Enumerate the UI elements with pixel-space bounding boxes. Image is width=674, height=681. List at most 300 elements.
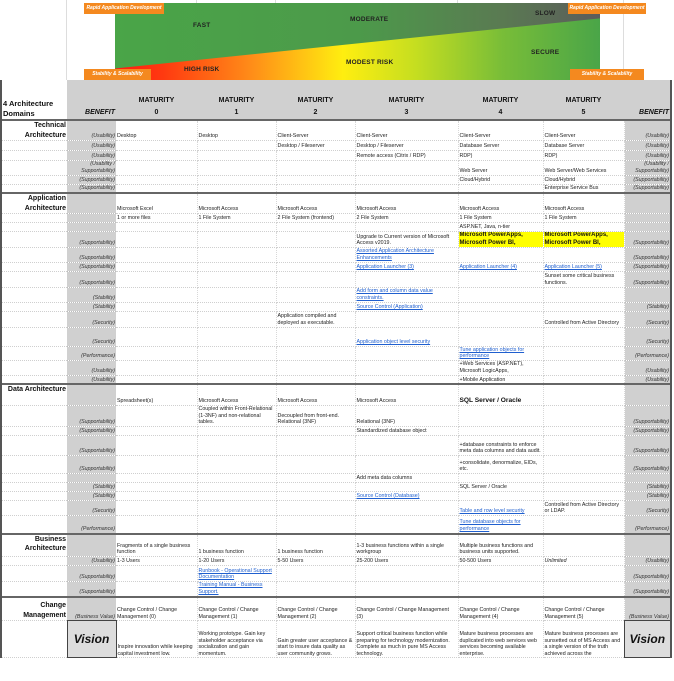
- maturity-2-cell: [276, 232, 355, 248]
- maturity-1-cell: [197, 175, 276, 184]
- maturity-5-cell: [543, 287, 624, 302]
- maturity-3-cell: [355, 193, 458, 214]
- maturity-5-cell: [543, 232, 624, 248]
- maturity-0-cell: [116, 566, 197, 582]
- maturity-4-cell: [458, 161, 543, 176]
- cell-text: Desktop: [117, 133, 137, 140]
- domain-label: [1, 557, 67, 566]
- maturity-1-cell: [197, 483, 276, 492]
- label-moderate: MODERATE: [350, 16, 389, 23]
- benefit-left: [67, 534, 116, 557]
- doc-link[interactable]: Application Launcher (4): [459, 263, 517, 270]
- maturity-0-cell: [116, 361, 197, 376]
- benefit-right: [624, 384, 671, 405]
- maturity-2-cell: [276, 175, 355, 184]
- cell-text: Standardized database object: [356, 428, 427, 435]
- benefit-right: (Supportability): [624, 436, 671, 456]
- business-row: [1, 566, 671, 582]
- maturity-matrix: [0, 80, 672, 658]
- cell-text: Microsoft Access: [356, 398, 397, 405]
- benefit-right: [624, 534, 671, 557]
- maturity-5-cell: [543, 492, 624, 501]
- benefit-left: (Supportability): [67, 456, 116, 474]
- maturity-1-cell: [197, 474, 276, 483]
- maturity-3-cell[interactable]: [355, 287, 458, 302]
- cell-text: Desktop: [198, 133, 218, 140]
- maturity-2-cell: [276, 566, 355, 582]
- maturity-5-cell: [543, 361, 624, 376]
- maturity-4-cell: [458, 405, 543, 426]
- cell-text: Enterprise Service Bus: [544, 185, 599, 192]
- maturity-0-cell: [116, 311, 197, 327]
- benefit-left: (Performance): [67, 516, 116, 534]
- application-row: [1, 361, 671, 376]
- doc-link[interactable]: Application Launcher (5): [544, 263, 602, 270]
- maturity-0-cell: [116, 427, 197, 436]
- maturity-3-cell[interactable]: [355, 302, 458, 311]
- benefit-left: (Supportability): [67, 582, 116, 597]
- maturity-4-header: MATURITY 4: [458, 80, 543, 120]
- domain-label: [1, 582, 67, 597]
- cell-text: Desktop / Fileserver: [356, 143, 404, 150]
- maturity-0-header: MATURITY 0: [116, 80, 197, 120]
- domain-label: [1, 141, 67, 151]
- benefit-left: (Usability): [67, 557, 116, 566]
- cell-text: Microsoft Access: [459, 206, 500, 213]
- maturity-3-cell[interactable]: [355, 327, 458, 346]
- cell-text: +Web Services (ASP.NET), Microsoft LogicApps,: [459, 361, 524, 375]
- maturity-3-header: MATURITY 3: [355, 80, 458, 120]
- benefit-right: (Supportability): [624, 582, 671, 597]
- cell-text: +database constraints to enforce meta data columns and data audit.: [459, 441, 541, 455]
- cell-text: 1 business function: [198, 549, 244, 556]
- benefit-right: [624, 214, 671, 223]
- maturity-0-cell: [116, 516, 197, 534]
- domain-label: [1, 327, 67, 346]
- maturity-4-cell[interactable]: [458, 262, 543, 271]
- maturity-4-cell: [458, 141, 543, 151]
- domain-label: [1, 346, 67, 361]
- data_arch-row: [1, 427, 671, 436]
- benefit-left: (Security): [67, 311, 116, 327]
- maturity-5-cell: [543, 427, 624, 436]
- benefit-left: (Supportability): [67, 184, 116, 193]
- doc-link[interactable]: Table and row level security: [459, 508, 525, 515]
- business-row: [1, 557, 671, 566]
- maturity-3-cell: [355, 214, 458, 223]
- maturity-1-cell: [197, 248, 276, 263]
- maturity-4-cell[interactable]: [458, 346, 543, 361]
- maturity-3-cell[interactable]: [355, 492, 458, 501]
- maturity-1-cell: [197, 405, 276, 426]
- maturity-2-cell: [276, 141, 355, 151]
- maturity-5-cell: [543, 327, 624, 346]
- benefit-left: (Supportability): [67, 175, 116, 184]
- data_arch-row: [1, 516, 671, 534]
- maturity-0-cell: [116, 184, 197, 193]
- cell-text: 1 File System: [459, 215, 492, 222]
- application-row: [1, 287, 671, 302]
- vision-2-cell: Gain greater user acceptance & start to insure data quality as user community grows.: [276, 621, 355, 658]
- maturity-1-cell: Change Control / Change Management (1): [197, 597, 276, 621]
- maturity-4-cell: [458, 248, 543, 263]
- tag-rad-right: Rapid Application Development: [568, 3, 646, 14]
- doc-link[interactable]: Training Manual - Business Support.: [198, 582, 263, 596]
- doc-link[interactable]: Add form and column data value constraints.: [356, 288, 433, 301]
- maturity-5-cell: [543, 384, 624, 405]
- cell-text: 5-50 Users: [277, 558, 304, 565]
- domain-label: [1, 405, 67, 426]
- benefit-left: (Stability): [67, 483, 116, 492]
- benefit-right: [624, 223, 671, 232]
- domain-label: [1, 214, 67, 223]
- benefit-right: (Stability): [624, 302, 671, 311]
- maturity-4-cell[interactable]: [458, 516, 543, 534]
- vision-label-right: Vision: [624, 621, 671, 658]
- cell-text: RDP): [459, 153, 473, 160]
- maturity-1-cell: [197, 375, 276, 384]
- cell-text: Client-Server: [356, 133, 388, 140]
- tag-rad-left: Rapid Application Development: [84, 3, 164, 14]
- maturity-3-cell: [355, 384, 458, 405]
- maturity-2-cell: [276, 120, 355, 141]
- maturity-5-cell: [543, 248, 624, 263]
- maturity-5-cell: [543, 214, 624, 223]
- maturity-2-cell: [276, 262, 355, 271]
- cell-text: Coupled within Front-Relational (1-3NF) and non-relational tables.: [198, 405, 273, 426]
- maturity-3-cell: [355, 184, 458, 193]
- cell-text: Fragments of a single business function: [117, 542, 191, 556]
- maturity-0-cell: [116, 175, 197, 184]
- domain-label: Data Architecture: [1, 384, 67, 405]
- maturity-0-cell: [116, 161, 197, 176]
- vision-0-cell: Inspire innovation while keeping capital investment low.: [116, 621, 197, 658]
- data_arch-row: [1, 456, 671, 474]
- maturity-1-cell: [197, 287, 276, 302]
- domain-label: [1, 287, 67, 302]
- technical-row: [1, 175, 671, 184]
- vision-1-cell: Working prototype. Gain key stakeholder acceptance via socialization and gain momentum.: [197, 621, 276, 658]
- doc-link[interactable]: Source Control (Database): [356, 493, 420, 500]
- maturity-1-cell: [197, 151, 276, 161]
- maturity-0-cell: [116, 271, 197, 287]
- domain-label: [1, 492, 67, 501]
- cell-text: 2 File System (frontend): [277, 215, 335, 222]
- cell-text: 25-200 Users: [356, 558, 389, 565]
- maturity-1-cell: [197, 271, 276, 287]
- cell-text: Microsoft PowerApps, Microsoft Power BI,: [459, 232, 523, 246]
- maturity-2-cell: [276, 501, 355, 516]
- maturity-4-cell: [458, 214, 543, 223]
- maturity-2-cell: [276, 151, 355, 161]
- maturity-0-cell: [116, 232, 197, 248]
- benefit-left: (Usability): [67, 375, 116, 384]
- domain-label: [1, 248, 67, 263]
- maturity-4-cell: [458, 151, 543, 161]
- benefit-left: (Supportability): [67, 566, 116, 582]
- benefit-left: (Security): [67, 327, 116, 346]
- maturity-1-cell: [197, 361, 276, 376]
- maturity-0-cell: [116, 375, 197, 384]
- domain-label: [1, 474, 67, 483]
- maturity-4-cell: [458, 456, 543, 474]
- domain-label: [1, 375, 67, 384]
- cell-text: Microsoft Access: [356, 206, 397, 213]
- benefit-left: (Usability): [67, 120, 116, 141]
- benefit-right: (Usability / Supportability): [624, 161, 671, 176]
- maturity-5-cell: [543, 302, 624, 311]
- maturity-banner: [0, 0, 674, 80]
- domain-label: [1, 427, 67, 436]
- cell-text: 1 File System: [198, 215, 231, 222]
- benefit-left: [67, 474, 116, 483]
- maturity-0-cell: [116, 582, 197, 597]
- maturity-4-cell: [458, 193, 543, 214]
- domain-label: [1, 223, 67, 232]
- maturity-4-cell: Change Control / Change Management (4): [458, 597, 543, 621]
- domain-label: [1, 456, 67, 474]
- application-row: [1, 327, 671, 346]
- doc-link[interactable]: Tune application objects for performance: [459, 346, 525, 360]
- benefit-right: (Supportability): [624, 248, 671, 263]
- maturity-3-cell: [355, 271, 458, 287]
- maturity-5-cell: [543, 436, 624, 456]
- cell-text: Microsoft Access: [544, 206, 585, 213]
- maturity-5-cell: [543, 175, 624, 184]
- benefit-left: (Stability): [67, 287, 116, 302]
- benefit-right: [624, 287, 671, 302]
- maturity-5-cell: [543, 375, 624, 384]
- maturity-3-cell[interactable]: [355, 262, 458, 271]
- doc-link[interactable]: Assorted Application Architecture Enhancements: [356, 248, 434, 261]
- application-row: [1, 232, 671, 248]
- benefit-right: (Business Value): [624, 597, 671, 621]
- domain-label: Technical Architecture: [1, 120, 67, 141]
- benefit-left: (Business Value): [67, 597, 116, 621]
- benefit-right: (Stability): [624, 492, 671, 501]
- maturity-0-cell: [116, 557, 197, 566]
- maturity-5-cell: Change Control / Change Management (5): [543, 597, 624, 621]
- maturity-5-cell: [543, 405, 624, 426]
- maturity-4-cell: [458, 375, 543, 384]
- benefit-left: (Usability): [67, 141, 116, 151]
- benefit-right: (Usability): [624, 361, 671, 376]
- domain-label: Change Management: [1, 597, 67, 621]
- maturity-1-cell: [197, 384, 276, 405]
- maturity-2-cell: [276, 427, 355, 436]
- maturity-1-cell: [197, 557, 276, 566]
- benefit-left: (Supportability): [67, 405, 116, 426]
- data_arch-row: [1, 436, 671, 456]
- doc-link[interactable]: Application Launcher (3): [356, 263, 414, 270]
- maturity-4-cell: [458, 184, 543, 193]
- maturity-5-cell: [543, 501, 624, 516]
- maturity-2-cell: [276, 214, 355, 223]
- cell-text: Microsoft Excel: [117, 206, 153, 213]
- doc-link[interactable]: Tune database objects for performance: [459, 519, 521, 532]
- maturity-3-cell[interactable]: [355, 248, 458, 263]
- maturity-2-header: MATURITY 2: [276, 80, 355, 120]
- maturity-1-cell: [197, 534, 276, 557]
- technical-row: [1, 141, 671, 151]
- maturity-1-cell: [197, 436, 276, 456]
- cell-text: Spreadsheet(s): [117, 398, 154, 405]
- benefit-right: [624, 193, 671, 214]
- benefit-left: (Performance): [67, 346, 116, 361]
- maturity-1-cell: [197, 427, 276, 436]
- maturity-5-cell: [543, 141, 624, 151]
- cell-text: Sunset some critical business functions.: [544, 273, 615, 286]
- maturity-2-cell: [276, 311, 355, 327]
- maturity-3-cell: [355, 582, 458, 597]
- maturity-5-cell: [543, 193, 624, 214]
- maturity-4-cell: [458, 427, 543, 436]
- cell-text: 1-3 business functions within a single workgroup: [356, 542, 444, 556]
- maturity-2-cell: Change Control / Change Management (2): [276, 597, 355, 621]
- maturity-4-cell: [458, 175, 543, 184]
- label-secure: SECURE: [531, 49, 560, 56]
- maturity-3-cell: [355, 427, 458, 436]
- cell-text: +Mobile Application: [459, 376, 506, 383]
- maturity-3-cell: [355, 346, 458, 361]
- maturity-5-cell: [543, 223, 624, 232]
- cell-text: Application compiled and deployed as executable.: [277, 313, 337, 326]
- technical-row: [1, 184, 671, 193]
- maturity-1-cell: [197, 232, 276, 248]
- benefit-right: (Supportability): [624, 271, 671, 287]
- maturity-5-cell: [543, 483, 624, 492]
- benefit-right: (Supportability): [624, 175, 671, 184]
- maturity-4-cell: [458, 557, 543, 566]
- maturity-5-cell: [543, 534, 624, 557]
- maturity-5-cell: [543, 582, 624, 597]
- benefit-right: (Security): [624, 327, 671, 346]
- maturity-2-cell: [276, 516, 355, 534]
- data_arch-row: [1, 492, 671, 501]
- maturity-2-cell: [276, 248, 355, 263]
- data_arch-row: [1, 405, 671, 426]
- benefit-left: (Supportability): [67, 248, 116, 263]
- maturity-0-cell: [116, 151, 197, 161]
- maturity-5-cell: [543, 161, 624, 176]
- technical-row: [1, 151, 671, 161]
- benefit-right: (Usability): [624, 375, 671, 384]
- maturity-3-cell: [355, 516, 458, 534]
- maturity-4-cell: [458, 492, 543, 501]
- cell-text: RDP): [544, 153, 558, 160]
- cell-text: Desktop / Fileserver: [277, 143, 325, 150]
- application-row: [1, 193, 671, 214]
- maturity-3-cell: [355, 223, 458, 232]
- technical-row: [1, 120, 671, 141]
- maturity-5-cell: [543, 456, 624, 474]
- domain-label: [1, 271, 67, 287]
- maturity-3-cell: [355, 557, 458, 566]
- maturity-1-cell: [197, 501, 276, 516]
- maturity-2-cell: [276, 346, 355, 361]
- domain-label: [1, 175, 67, 184]
- maturity-4-cell: [458, 232, 543, 248]
- data_arch-row: [1, 474, 671, 483]
- doc-link[interactable]: Source Control (Application): [356, 303, 423, 310]
- maturity-1-cell[interactable]: [197, 582, 276, 597]
- maturity-1-cell: [197, 456, 276, 474]
- application-row: [1, 223, 671, 232]
- maturity-0-cell: [116, 262, 197, 271]
- maturity-3-cell: [355, 161, 458, 176]
- maturity-4-cell[interactable]: [458, 501, 543, 516]
- maturity-2-cell: [276, 582, 355, 597]
- maturity-0-cell: [116, 501, 197, 516]
- benefit-right: (Supportability): [624, 184, 671, 193]
- maturity-1-cell[interactable]: [197, 566, 276, 582]
- domain-label: [1, 232, 67, 248]
- cell-text: 1-20 Users: [198, 558, 225, 565]
- maturity-1-cell: [197, 327, 276, 346]
- tag-stability-left: Stability & Scalability: [84, 69, 151, 80]
- maturity-1-cell: [197, 492, 276, 501]
- cell-text: 1 business function: [277, 549, 323, 556]
- maturity-3-cell: [355, 483, 458, 492]
- data_arch-row: [1, 384, 671, 405]
- maturity-3-cell: [355, 375, 458, 384]
- cell-text: Web Server/Web Services: [544, 167, 607, 174]
- benefit-right: (Usability): [624, 151, 671, 161]
- cell-text: Client-Server: [277, 133, 309, 140]
- maturity-1-cell: [197, 184, 276, 193]
- maturity-0-cell: Change Control / Change Management (0): [116, 597, 197, 621]
- doc-link[interactable]: Application object level security: [356, 338, 431, 345]
- doc-link[interactable]: Runbook - Operational Support Documentation: [198, 567, 272, 581]
- maturity-5-cell: [543, 120, 624, 141]
- benefit-right: (Usability): [624, 141, 671, 151]
- maturity-0-cell: [116, 287, 197, 302]
- maturity-2-cell: [276, 474, 355, 483]
- benefit-right: (Security): [624, 501, 671, 516]
- benefit-left: [67, 223, 116, 232]
- maturity-0-cell: [116, 223, 197, 232]
- benefit-right: (Supportability): [624, 456, 671, 474]
- maturity-4-cell: [458, 287, 543, 302]
- cell-text: Unlimited: [544, 558, 567, 565]
- change-management-row: [1, 597, 671, 621]
- cell-text: 1-3 Users: [117, 558, 140, 565]
- grid-line: [66, 0, 67, 80]
- maturity-4-cell: [458, 483, 543, 492]
- domain-label: Business Architecture: [1, 534, 67, 557]
- maturity-3-cell: Change Control / Change Management (3): [355, 597, 458, 621]
- application-row: [1, 262, 671, 271]
- maturity-1-cell: [197, 193, 276, 214]
- cell-text: Microsoft Access: [277, 398, 318, 405]
- benefit-left: (Supportability): [67, 232, 116, 248]
- maturity-2-cell: [276, 302, 355, 311]
- benefit-left: (Usability / Supportability): [67, 161, 116, 176]
- maturity-0-cell: [116, 456, 197, 474]
- maturity-3-cell: [355, 566, 458, 582]
- maturity-1-cell: [197, 302, 276, 311]
- cell-text: Decoupled from front-end. Relational (3NF): [277, 412, 340, 426]
- benefit-right: (Performance): [624, 516, 671, 534]
- maturity-4-cell: [458, 474, 543, 483]
- maturity-2-cell: [276, 287, 355, 302]
- application-row: [1, 214, 671, 223]
- maturity-4-cell: [458, 361, 543, 376]
- maturity-5-cell[interactable]: [543, 262, 624, 271]
- benefit-left: (Supportability): [67, 271, 116, 287]
- label-slow: SLOW: [535, 10, 556, 17]
- maturity-1-cell: [197, 346, 276, 361]
